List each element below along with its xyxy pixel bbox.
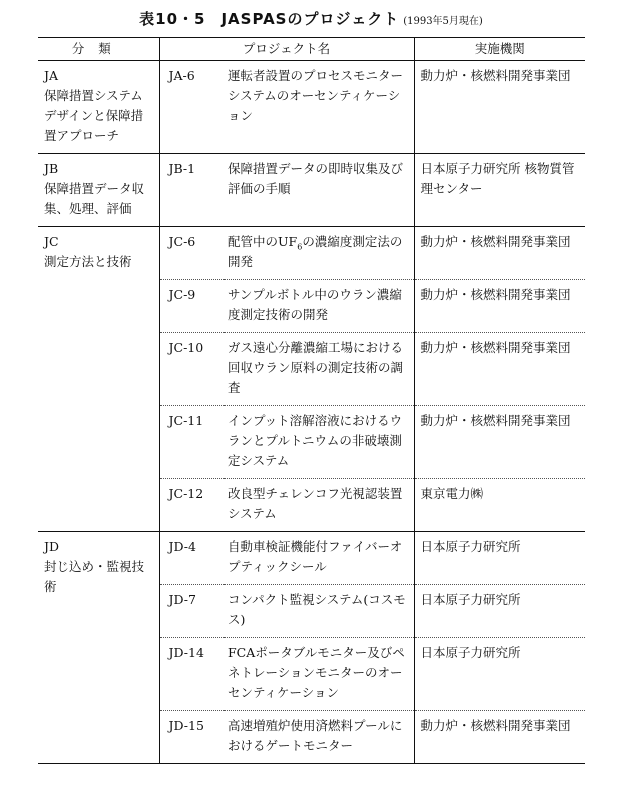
header-org: 実施機関 [414, 38, 585, 61]
project-org: 東京電力㈱ [414, 479, 585, 532]
category-name: 保障措置データ収集、処理、評価 [44, 181, 145, 216]
category-code: JD [44, 539, 60, 554]
table-row [38, 227, 585, 280]
project-name-part: 配管中のUF [228, 234, 298, 249]
project-org: 日本原子力研究所 [414, 638, 585, 711]
category-cell [38, 61, 159, 154]
table-row [38, 61, 585, 154]
project-name [224, 227, 414, 280]
project-name: 高速増殖炉使用済燃料プールにおけるゲートモニター [224, 711, 414, 764]
table-title [0, 8, 622, 29]
category-code: JC [44, 234, 59, 249]
project-id: JB-1 [159, 154, 224, 227]
category-code: JA [44, 68, 59, 83]
project-name: ガス遠心分離濃縮工場における回収ウラン原料の測定技術の調査 [224, 333, 414, 406]
project-name: インプット溶解溶液におけるウランとプルトニウムの非破壊測定システム [224, 406, 414, 479]
category-name: 測定方法と技術 [44, 254, 132, 269]
project-name-subscript: 6 [297, 242, 303, 252]
project-org: 動力炉・核燃料開発事業団 [414, 711, 585, 764]
table-title-date: (1993年5月現在) [403, 16, 483, 27]
category-cell [38, 154, 159, 227]
table-row [38, 532, 585, 585]
project-org: 動力炉・核燃料開発事業団 [414, 333, 585, 406]
category-name: 封じ込め・監視技術 [44, 559, 145, 594]
project-org: 動力炉・核燃料開発事業団 [414, 61, 585, 154]
table-title-main: 表10・5 JASPASのプロジェクト [139, 10, 400, 28]
project-id: JC-6 [159, 227, 224, 280]
project-org: 動力炉・核燃料開発事業団 [414, 227, 585, 280]
project-id: JC-10 [159, 333, 224, 406]
project-id: JD-7 [159, 585, 224, 638]
project-id: JD-14 [159, 638, 224, 711]
header-project: プロジェクト名 [159, 38, 414, 61]
project-name: コンパクト監視システム(コスモス) [224, 585, 414, 638]
project-id: JA-6 [159, 61, 224, 154]
project-name: 改良型チェレンコフ光視認装置システム [224, 479, 414, 532]
category-cell [38, 227, 159, 532]
project-name: 保障措置データの即時収集及び評価の手順 [224, 154, 414, 227]
project-org: 日本原子力研究所 核物質管理センター [414, 154, 585, 227]
category-name: 保障措置システムデザインと保障措置アプローチ [44, 88, 144, 143]
category-cell [38, 532, 159, 764]
project-name: 自動車検証機能付ファイバーオプティックシール [224, 532, 414, 585]
project-id: JC-11 [159, 406, 224, 479]
table-row [38, 154, 585, 227]
project-id: JC-9 [159, 280, 224, 333]
project-name: 運転者設置のプロセスモニターシステムのオーセンティケーション [224, 61, 414, 154]
project-id: JD-15 [159, 711, 224, 764]
project-name-part: の濃縮度測定法の開発 [228, 234, 403, 269]
category-code: JB [44, 161, 59, 176]
header-category: 分類 [38, 38, 159, 61]
project-name: サンプルボトル中のウラン濃縮度測定技術の開発 [224, 280, 414, 333]
project-org: 日本原子力研究所 [414, 585, 585, 638]
header-row [38, 38, 585, 61]
project-org: 動力炉・核燃料開発事業団 [414, 280, 585, 333]
project-org: 日本原子力研究所 [414, 532, 585, 585]
project-org: 動力炉・核燃料開発事業団 [414, 406, 585, 479]
projects-table [38, 37, 585, 764]
project-id: JC-12 [159, 479, 224, 532]
project-id: JD-4 [159, 532, 224, 585]
project-name: FCAポータブルモニター及びペネトレーションモニターのオーセンティケーション [224, 638, 414, 711]
